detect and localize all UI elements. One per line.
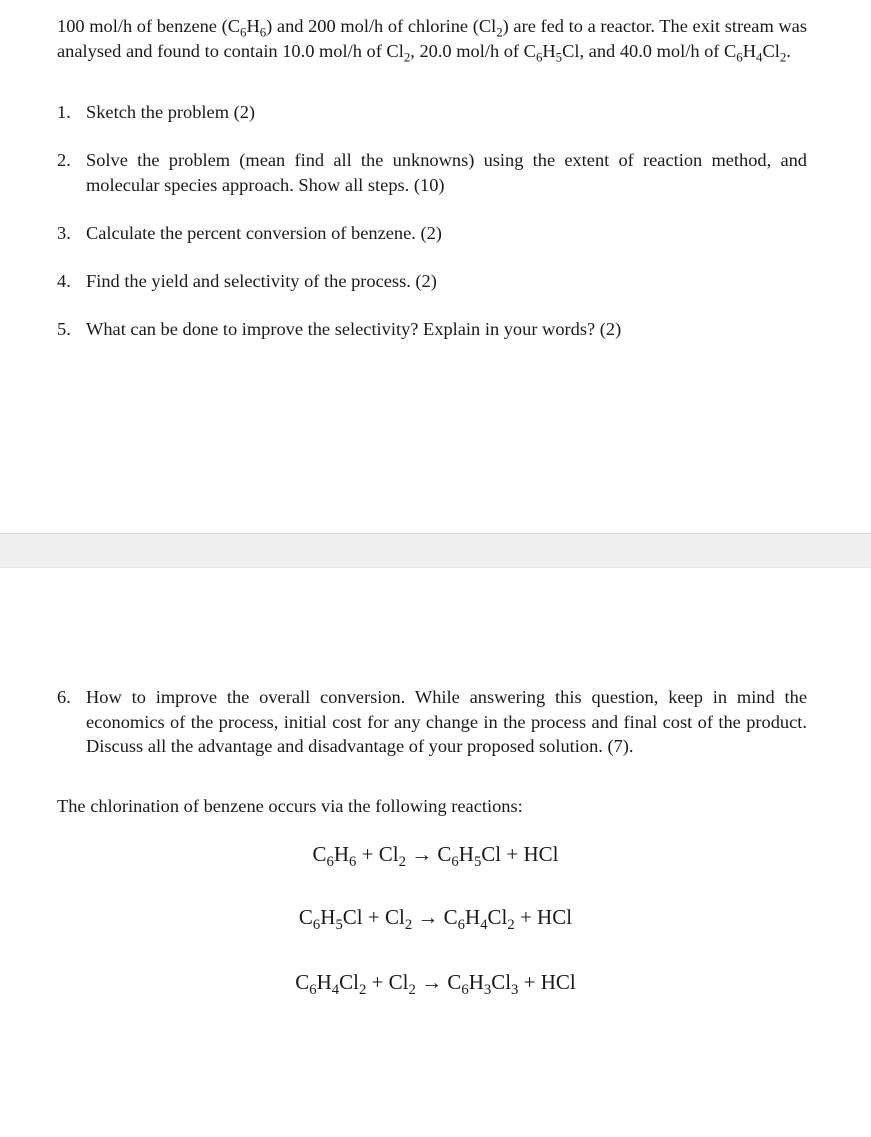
problem-statement xyxy=(57,14,807,63)
question-text: Sketch the problem (2) xyxy=(86,102,256,122)
question-number: 2. xyxy=(57,150,71,170)
question-text: Calculate the percent conversion of benzene. (2) xyxy=(86,223,442,243)
question-3 xyxy=(57,221,807,246)
reaction-equation-3: $C_6H_4Cl_2 + Cl_2 \to C_6H_3Cl_3$ + HCl xyxy=(295,970,576,999)
question-number: 4. xyxy=(57,271,71,291)
question-1 xyxy=(57,100,807,125)
question-text: Find the yield and selectivity of the process. (2) xyxy=(86,271,437,291)
question-6 xyxy=(57,685,807,759)
question-text: What can be done to improve the selectivity? Explain in your words? (2) xyxy=(86,319,622,339)
question-number: 3. xyxy=(57,223,71,243)
question-text: How to improve the overall conversion. While answering this question, keep in mind the economics of the process, initial cost for any change in the process and final cost of the product. Discuss all the advantage and disadvantage of your proposed solution. (7). xyxy=(86,687,807,756)
page-separator xyxy=(0,533,871,568)
reactions-intro: The chlorination of benzene occurs via the following reactions: xyxy=(57,796,523,816)
problem-statement-text: 100 mol/h of benzene $(C_6H_6)$ and 200 mol/h of chlorine $(Cl_2)$ are fed to a reactor. The exit stream was analysed and found to contain 10.0 mol/h of $Cl_2$, 20.0 mol/h of $C_6H_5Cl$, and 40.0 mol/h of $C_6H_4Cl_2$. xyxy=(57,16,808,65)
reaction-equation-2: $C_6H_5Cl + Cl_2 \to C_6H_4Cl_2$ + HCl xyxy=(298,905,573,934)
question-4 xyxy=(57,269,807,294)
question-number: 1. xyxy=(57,102,71,122)
question-number: 6. xyxy=(57,687,71,707)
question-text: Solve the problem (mean find all the unknowns) using the extent of reaction method, and molecular species approach. Show all steps. (10) xyxy=(86,150,807,195)
question-2 xyxy=(57,148,807,197)
reaction-equation-1: $C_6H_6 + Cl_2 \to C_6H_5Cl$ + HCl xyxy=(312,842,559,871)
page-1 xyxy=(0,0,871,533)
question-5 xyxy=(57,317,807,342)
question-number: 5. xyxy=(57,319,71,339)
